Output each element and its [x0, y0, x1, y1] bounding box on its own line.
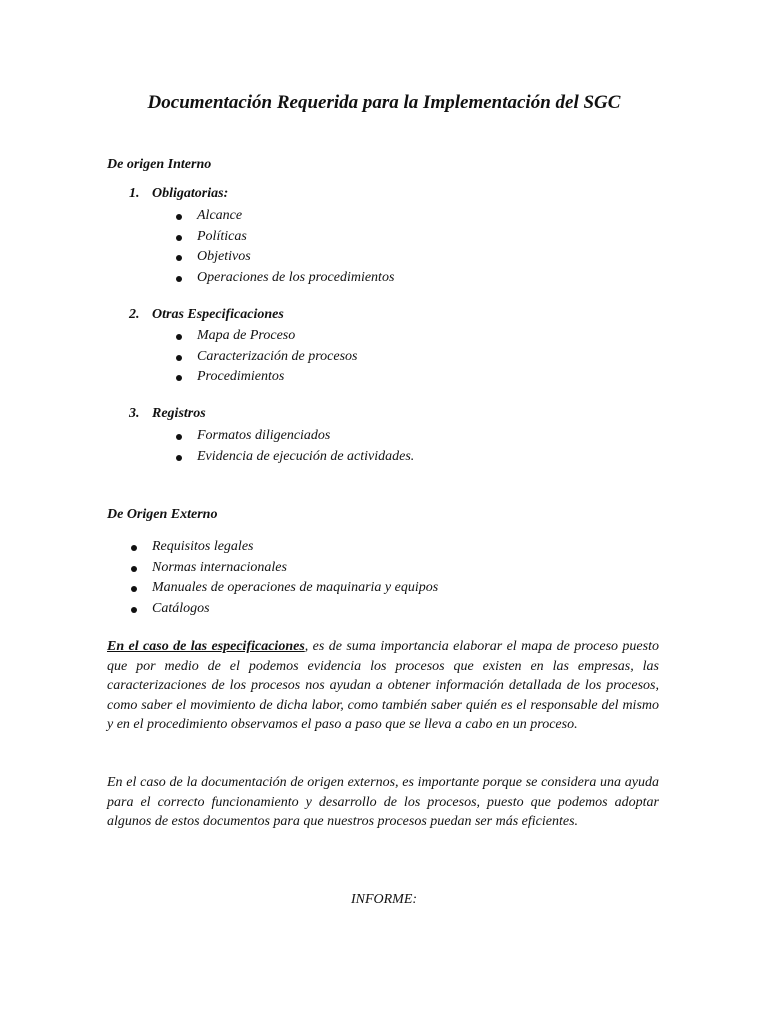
- paragraph-especificaciones: [107, 637, 659, 735]
- list-item: Políticas: [0, 227, 394, 248]
- list-item: Objetivos: [0, 247, 394, 268]
- externo-list: [0, 537, 438, 619]
- list-item: Requisitos legales: [0, 537, 438, 558]
- list-item: Caracterización de procesos: [0, 347, 357, 368]
- bullet-icon: [176, 255, 182, 261]
- informe-label: INFORME:: [350, 892, 418, 907]
- group-number: 2.: [129, 307, 140, 322]
- list-item: Normas internacionales: [0, 558, 438, 579]
- bullet-icon: [176, 276, 182, 282]
- bullet-icon: [176, 235, 182, 241]
- registros-list: [0, 426, 414, 467]
- paragraph-body: , es de suma importancia elaborar el mapa de proceso puesto que por medio de el podemos evidencia los procesos que existen en las empresas, las caracterizaciones de los procesos nos ayudan a obtener información detallada de los procesos, como saber el movimiento de dicha labor, como también saber quién es el responsable del mismo y en el procedimiento observamos el paso a paso que se lleva a cabo en un proceso.: [107, 639, 659, 732]
- list-item: Procedimientos: [0, 367, 357, 388]
- list-item: Alcance: [0, 206, 394, 227]
- section-heading-externo: De Origen Externo: [107, 507, 218, 522]
- document-title: Documentación Requerida para la Implementación del SGC: [147, 92, 621, 113]
- group-heading-otras-especificaciones: [129, 307, 284, 323]
- list-item: Manuales de operaciones de maquinaria y equipos: [0, 578, 438, 599]
- bullet-icon: [176, 214, 182, 220]
- bullet-icon: [131, 586, 137, 592]
- paragraph-origen-externo: En el caso de la documentación de origen externos, es importante porque se considera una ayuda para el correcto funcionamiento y desarrollo de los procesos, puesto que podemos adoptar algunos de estos documentos para que nuestros procesos puedan ser más eficientes.: [107, 775, 659, 829]
- bullet-icon: [176, 455, 182, 461]
- list-item: Evidencia de ejecución de actividades.: [0, 447, 414, 468]
- list-item: Mapa de Proceso: [0, 326, 357, 347]
- section-heading-interno: De origen Interno: [107, 157, 212, 172]
- bullet-icon: [131, 607, 137, 613]
- list-item: Catálogos: [0, 599, 438, 620]
- group-number: 1.: [129, 186, 140, 201]
- group-label: Obligatorias:: [152, 186, 229, 201]
- group-label: Registros: [152, 406, 206, 421]
- group-heading-registros: [129, 406, 206, 422]
- group-heading-obligatorias: [129, 186, 228, 202]
- bullet-icon: [176, 334, 182, 340]
- paragraph-lead: En el caso de las especificaciones: [107, 639, 305, 654]
- bullet-icon: [176, 434, 182, 440]
- group-label: Otras Especificaciones: [152, 307, 284, 322]
- bullet-icon: [131, 566, 137, 572]
- group-number: 3.: [129, 406, 140, 421]
- list-item: Operaciones de los procedimientos: [0, 268, 394, 289]
- bullet-icon: [176, 355, 182, 361]
- list-item: Formatos diligenciados: [0, 426, 414, 447]
- obligatorias-list: [0, 206, 394, 288]
- bullet-icon: [176, 375, 182, 381]
- bullet-icon: [131, 545, 137, 551]
- otras-especificaciones-list: [0, 326, 357, 388]
